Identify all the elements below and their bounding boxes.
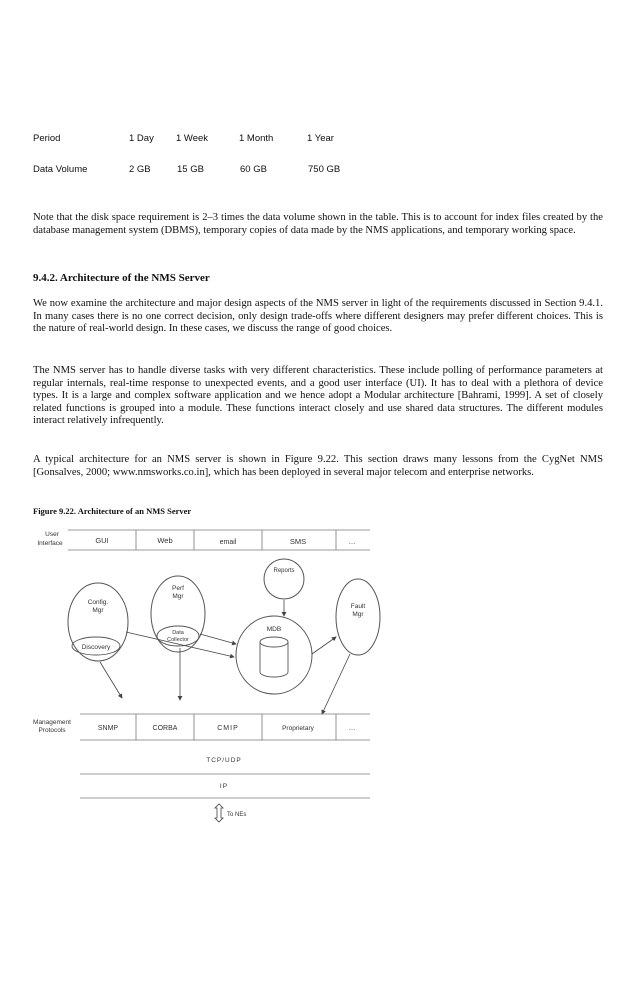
table-cell: 2 GB xyxy=(129,164,151,175)
table-cell: 15 GB xyxy=(177,164,204,175)
body-paragraph: The NMS server has to handle diverse tasks with very different characteristics. These include polling of performance parameters at regular internals, real-time response to unexpected events, and a good user interface (UI). It has to deal with a plethora of device types. It is a large and complex software application and we hence adopt a Modular architecture [Bahrami, 1999]. A set of closely related functions is grouped into a module. These functions interact closely and use shared data structures. The different modules interact relatively infrequently. xyxy=(33,365,603,427)
table-row-label: Period xyxy=(33,133,61,144)
fault-mgr-label-line1: Fault xyxy=(350,603,366,610)
perf-mgr-label-line1: Perf xyxy=(172,585,184,592)
table-row-label: Data Volume xyxy=(33,164,88,175)
table-row-period xyxy=(33,133,353,147)
table-cell: 1 Day xyxy=(129,133,154,144)
body-paragraph: A typical architecture for an NMS server is shown in Figure 9.22. This section draws many lessons from the CygNet NMS [Gonsalves, 2000; www.nmsworks.co.in], which has been deployed in several major telecom and enterprise networks. xyxy=(33,454,603,478)
mdb-label: MDB xyxy=(266,626,282,633)
protocol-corba: CORBA xyxy=(152,725,178,732)
protocol-snmp: SNMP xyxy=(97,725,119,732)
config-mgr-label-line1: Config. xyxy=(87,599,109,606)
ui-row-label-line1: User xyxy=(45,531,59,538)
body-paragraph: We now examine the architecture and major design aspects of the NMS server in light of the requirements discussed in Section 9.4.1. In many cases there is no one correct decision, only design trade-offs where different designers may prefer different choices. This is the nature of real-world design. In these cases, we discuss the range of good choices. xyxy=(33,298,603,335)
ui-item-sms: SMS xyxy=(289,537,307,546)
perf-mgr-label-line2: Mgr xyxy=(172,593,184,600)
data-collector-label-line1: Data xyxy=(172,630,184,636)
reports-node xyxy=(264,559,304,599)
note-paragraph: Note that the disk space requirement is 2–3 times the data volume shown in the table. This is to account for index files created by the database management system (DBMS), temporary copies of data made by the NMS applications, and temporary working space. xyxy=(33,212,603,236)
protocols-row-label-line2: Protocols xyxy=(38,727,66,734)
ui-item-gui: GUI xyxy=(95,536,109,545)
ui-item-web: Web xyxy=(157,536,173,545)
section-heading: 9.4.2. Architecture of the NMS Server xyxy=(33,272,210,284)
table-cell: 750 GB xyxy=(308,164,341,175)
table-cell: 1 Month xyxy=(239,133,274,144)
table-cell: 1 Year xyxy=(307,133,334,144)
table-row-data-volume xyxy=(33,164,353,178)
discovery-label: Discovery xyxy=(81,644,111,651)
table-cell: 60 GB xyxy=(240,164,267,175)
data-collector-node xyxy=(157,626,199,646)
protocols-row-label-line1: Management xyxy=(33,719,71,726)
database-icon xyxy=(260,637,288,647)
protocol-more: … xyxy=(348,725,356,732)
fault-mgr-label-line2: Mgr xyxy=(352,611,364,618)
figure-caption: Figure 9.22. Architecture of an NMS Server xyxy=(33,506,192,516)
tcp-udp-label: TCP/UDP xyxy=(206,757,242,764)
reports-label: Reports xyxy=(273,568,295,574)
ui-item-more: … xyxy=(348,539,356,546)
config-mgr-label-line2: Mgr xyxy=(92,607,104,614)
double-arrow-icon xyxy=(215,804,223,822)
to-nes-label: To NEs xyxy=(227,812,247,818)
protocol-proprietary: Proprietary xyxy=(282,725,314,732)
data-collector-label-line2: Collector xyxy=(167,637,189,643)
ui-row-label-line2: Interface xyxy=(37,540,63,547)
table-cell: 1 Week xyxy=(176,133,209,144)
ui-item-email: email xyxy=(219,539,237,546)
protocol-cmip: CMIP xyxy=(217,725,239,732)
nms-architecture-diagram xyxy=(33,522,380,822)
ip-label: IP xyxy=(219,783,229,790)
